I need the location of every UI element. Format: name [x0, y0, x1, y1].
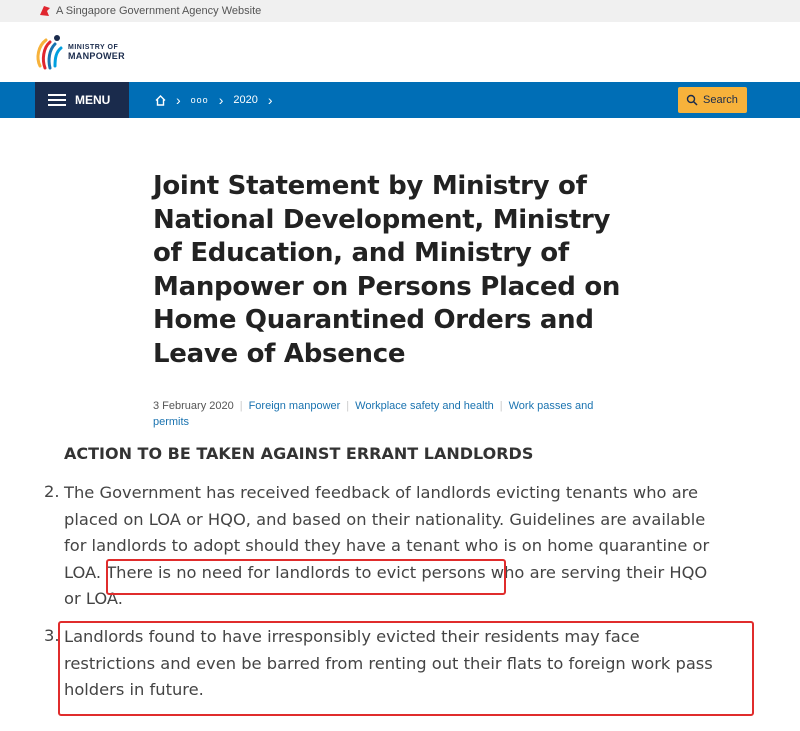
government-banner: [0, 0, 800, 22]
government-banner-text: A Singapore Government Agency Website: [56, 5, 262, 17]
chevron-right-icon: ›: [176, 92, 181, 108]
highlight-box-paragraph-3: [58, 621, 754, 716]
section-heading: ACTION TO BE TAKEN AGAINST ERRANT LANDLORDS: [64, 444, 534, 463]
search-icon: [686, 94, 698, 106]
breadcrumb-collapsed[interactable]: ooo: [190, 95, 209, 105]
singapore-lion-icon: [38, 5, 52, 17]
paragraph-line: LOA. There is no need for landlords to evict persons who are serving their HQO: [64, 562, 708, 582]
hamburger-icon: [48, 94, 66, 106]
logo-line-1: MINISTRY OF: [68, 44, 119, 51]
mom-logo[interactable]: [34, 30, 125, 74]
tag-workplace-safety[interactable]: Workplace safety and health: [355, 400, 494, 412]
chevron-right-icon: ›: [218, 92, 224, 108]
paragraph-line: placed on LOA or HQO, and based on their nationality. Guidelines are available: [64, 509, 706, 529]
paragraph-number: 2.: [44, 482, 60, 501]
site-header: [0, 22, 800, 82]
paragraph-line: Landlords found to have irresponsibly evicted their residents may face: [64, 627, 640, 646]
article-date: 3 February 2020: [153, 400, 234, 412]
paragraph-line: restrictions and even be barred from renting out their flats to foreign work pass: [64, 653, 713, 673]
search-button[interactable]: [678, 87, 747, 113]
tag-foreign-manpower[interactable]: Foreign manpower: [248, 400, 341, 412]
logo-line-2: MANPOWER: [68, 51, 125, 61]
highlight-box-sentence: [106, 559, 506, 595]
paragraph-line: The Government has received feedback of landlords evicting tenants who are: [64, 483, 699, 502]
search-label: Search: [703, 94, 738, 106]
mom-logo-icon: [34, 30, 64, 74]
article-meta: 3 February 2020 | Foreign manpower | Workplace safety and health | Work passes and permits: [153, 400, 594, 428]
paragraph-line: or LOA.: [64, 589, 123, 608]
tag-work-passes[interactable]: Work passes and permits: [153, 400, 594, 428]
chevron-right-icon: ›: [267, 92, 273, 108]
page-title: Joint Statement by Ministry of National Development, Ministry of Education, and Ministry of Manpower on Persons Placed on Home Quarantined Orders and Leave of Absence: [153, 171, 621, 369]
home-icon[interactable]: [155, 95, 166, 106]
breadcrumb-year[interactable]: 2020: [233, 94, 258, 106]
menu-button[interactable]: [35, 82, 129, 118]
main-navbar: [0, 82, 800, 118]
paragraph-number: 3.: [44, 626, 60, 645]
menu-label: MENU: [75, 93, 111, 107]
paragraph-line: holders in future.: [64, 680, 204, 699]
breadcrumb: [155, 82, 283, 118]
paragraph-line: for landlords to adopt should they have a tenant who is on home quarantine or: [64, 536, 710, 555]
